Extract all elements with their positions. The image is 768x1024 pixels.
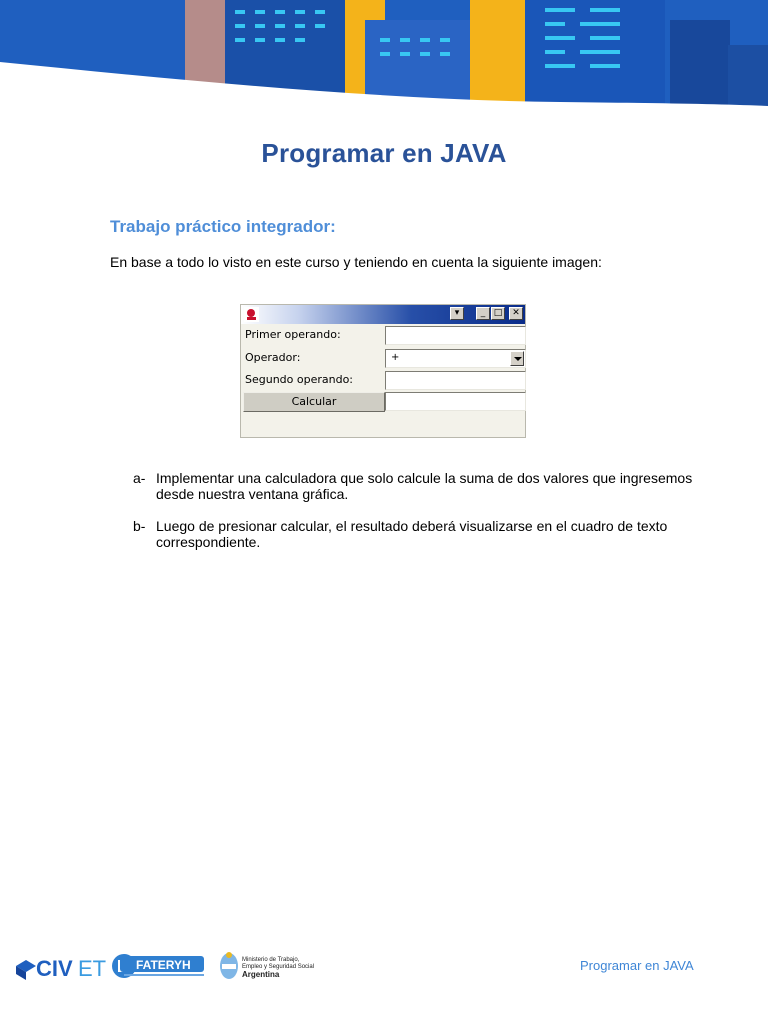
operator-value: + — [391, 352, 400, 363]
footer-logos — [14, 946, 324, 986]
svg-text:Empleo y Seguridad Social: Empleo y Seguridad Social — [242, 964, 315, 970]
svg-text:Argentina: Argentina — [242, 970, 280, 979]
intro-paragraph: En base a todo lo visto en este curso y teniendo en cuenta la siguiente imagen: — [110, 254, 602, 270]
first-operand-field[interactable] — [385, 326, 526, 345]
operator-combo[interactable] — [385, 349, 526, 368]
fateryh-logo — [112, 954, 204, 978]
calculate-button[interactable]: Calcular — [243, 392, 385, 412]
svg-text:ET: ET — [78, 956, 107, 981]
section-subtitle: Trabajo práctico integrador: — [110, 217, 336, 236]
java-app-icon — [244, 307, 259, 322]
page-title: Programar en JAVA — [261, 138, 507, 168]
list-marker: b- — [133, 518, 146, 534]
result-field[interactable] — [385, 392, 526, 411]
operator-label: Operador: — [245, 351, 301, 364]
svg-text:Ministerio de Trabajo,: Ministerio de Trabajo, — [242, 957, 300, 963]
maximize-button[interactable]: □ — [491, 307, 505, 320]
argentina-ministry-logo — [220, 952, 314, 979]
second-operand-field[interactable] — [385, 371, 526, 390]
minimize-button[interactable]: _ — [476, 307, 490, 320]
window-menu-button[interactable]: ▾ — [450, 307, 464, 320]
civet-logo — [16, 956, 106, 981]
second-operand-label: Segundo operando: — [245, 373, 354, 386]
chevron-down-icon[interactable] — [510, 351, 524, 366]
close-button[interactable]: ✕ — [509, 307, 523, 320]
window-titlebar — [241, 305, 525, 324]
list-item-text: Implementar una calculadora que solo calcule la suma de dos valores que ingresemos desde nuestra ventana gráfica. — [156, 470, 693, 502]
list-marker: a- — [133, 470, 146, 486]
first-operand-label: Primer operando: — [245, 328, 341, 341]
svg-text:CIV: CIV — [36, 956, 73, 981]
calculator-window-image — [240, 304, 526, 438]
footer-title: Programar en JAVA — [580, 958, 694, 973]
svg-text:FATERYH: FATERYH — [136, 958, 191, 972]
list-item-text: Luego de presionar calcular, el resultado deberá visualizarse en el cuadro de texto correspondiente. — [156, 518, 668, 550]
header-banner — [0, 0, 768, 112]
